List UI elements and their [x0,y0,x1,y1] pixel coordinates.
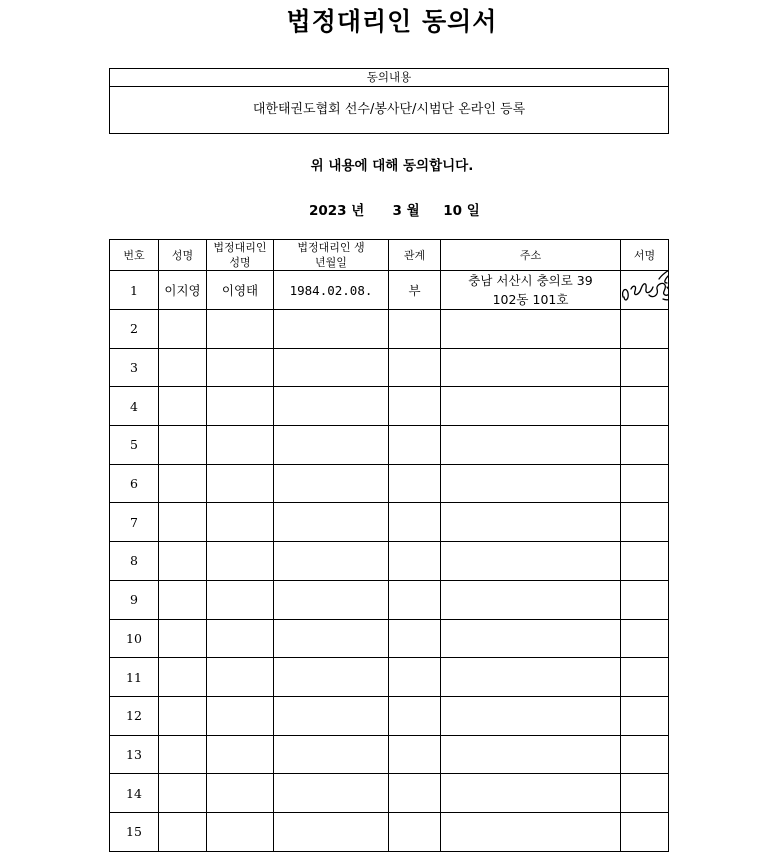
row-name [159,464,207,503]
row-address [441,735,621,774]
row-signature [621,735,669,774]
row-signature [621,542,669,581]
header-no: 번호 [110,240,159,271]
row-name [159,696,207,735]
document-title: 법정대리인 동의서 [286,7,498,36]
row-relation [389,580,441,619]
table-header-row [110,240,669,271]
row-guardian-birth [274,310,389,349]
table-row [110,696,669,735]
row-number: 10 [110,619,159,658]
row-name [159,503,207,542]
row-name [159,812,207,851]
row-guardian-name [207,735,274,774]
row-signature [621,696,669,735]
row-guardian-name [207,426,274,465]
date-year: 2023 [309,203,347,219]
row-address [441,619,621,658]
row-guardian-name [207,310,274,349]
row-name [159,348,207,387]
address-line-2: 102동 101호 [492,292,569,307]
row-relation [389,696,441,735]
row-name [159,426,207,465]
row-guardian-name [207,387,274,426]
consent-box [109,68,669,134]
header-relation: 관계 [389,240,441,271]
row-address [441,542,621,581]
row-guardian-name [207,542,274,581]
row-guardian-birth [274,464,389,503]
row-signature [621,464,669,503]
header-guardian-name: 법정대리인 성명 [207,240,274,271]
date-day: 10 [443,203,462,219]
row-signature [621,426,669,465]
table-row [110,735,669,774]
table-row [110,426,669,465]
row-address [441,464,621,503]
row-relation [389,812,441,851]
table-row [110,310,669,349]
row-number: 5 [110,426,159,465]
row-address [441,696,621,735]
consent-header: 동의내용 [110,69,668,87]
row-name [159,542,207,581]
agreement-statement: 위 내용에 대해 동의합니다. [310,158,474,174]
row-relation [389,735,441,774]
row-relation: 부 [389,271,441,310]
row-address [441,310,621,349]
handwritten-signature [621,271,669,310]
table-row [110,542,669,581]
row-address [441,812,621,851]
row-number: 15 [110,812,159,851]
row-number: 7 [110,503,159,542]
header-signature: 서명 [621,240,669,271]
table-row [110,464,669,503]
row-relation [389,658,441,697]
row-guardian-name [207,464,274,503]
header-address: 주소 [441,240,621,271]
row-guardian-birth [274,774,389,813]
row-number: 9 [110,580,159,619]
guardian-consent-table [109,239,669,852]
table-row [110,271,669,310]
row-guardian-birth [274,696,389,735]
row-address [441,503,621,542]
row-relation [389,619,441,658]
row-address [441,580,621,619]
row-signature [621,271,669,310]
row-guardian-name: 이영태 [207,271,274,310]
row-relation [389,348,441,387]
row-signature [621,812,669,851]
row-guardian-name [207,619,274,658]
row-address [441,387,621,426]
date-month-unit: 월 [406,203,420,219]
row-name [159,580,207,619]
row-guardian-name [207,658,274,697]
row-number: 11 [110,658,159,697]
row-guardian-birth [274,812,389,851]
date-day-unit: 일 [466,203,480,219]
row-name [159,619,207,658]
row-address [441,348,621,387]
row-address [441,426,621,465]
row-address [441,774,621,813]
row-name [159,774,207,813]
row-relation [389,310,441,349]
row-address [441,271,621,310]
row-signature [621,503,669,542]
consent-content: 대한태권도협회 선수/봉사단/시범단 온라인 등록 [252,102,526,117]
row-guardian-name [207,774,274,813]
table-row [110,774,669,813]
table-row [110,580,669,619]
row-number: 8 [110,542,159,581]
header-name: 성명 [159,240,207,271]
header-guardian-birth: 법정대리인 생년월일 [274,240,389,271]
row-number: 3 [110,348,159,387]
row-number: 13 [110,735,159,774]
row-signature [621,774,669,813]
row-guardian-birth [274,580,389,619]
address-line-1: 충남 서산시 충의로 39 [468,273,593,288]
row-signature [621,619,669,658]
row-guardian-birth [274,387,389,426]
table-row [110,348,669,387]
consent-date [309,199,480,219]
row-relation [389,426,441,465]
row-name: 이지영 [159,271,207,310]
row-signature [621,658,669,697]
row-signature [621,310,669,349]
row-guardian-name [207,580,274,619]
row-guardian-birth [274,426,389,465]
table-row [110,812,669,851]
row-name [159,387,207,426]
row-name [159,735,207,774]
row-number: 4 [110,387,159,426]
row-guardian-birth [274,735,389,774]
table-row [110,658,669,697]
row-signature [621,348,669,387]
row-relation [389,503,441,542]
row-name [159,310,207,349]
row-guardian-name [207,348,274,387]
row-guardian-birth [274,542,389,581]
table-row [110,619,669,658]
table-row [110,387,669,426]
row-relation [389,542,441,581]
row-number: 1 [110,271,159,310]
row-guardian-birth [274,503,389,542]
row-address [441,658,621,697]
row-number: 6 [110,464,159,503]
row-guardian-birth [274,348,389,387]
table-row [110,503,669,542]
date-year-unit: 년 [351,203,365,219]
row-relation [389,774,441,813]
row-guardian-birth: 1984.02.08. [274,271,389,310]
date-month: 3 [392,203,402,219]
row-number: 2 [110,310,159,349]
row-signature [621,387,669,426]
row-name [159,658,207,697]
row-guardian-name [207,696,274,735]
row-number: 14 [110,774,159,813]
row-signature [621,580,669,619]
row-guardian-birth [274,658,389,697]
row-relation [389,387,441,426]
row-guardian-name [207,812,274,851]
row-guardian-name [207,503,274,542]
row-guardian-birth [274,619,389,658]
row-number: 12 [110,696,159,735]
row-relation [389,464,441,503]
